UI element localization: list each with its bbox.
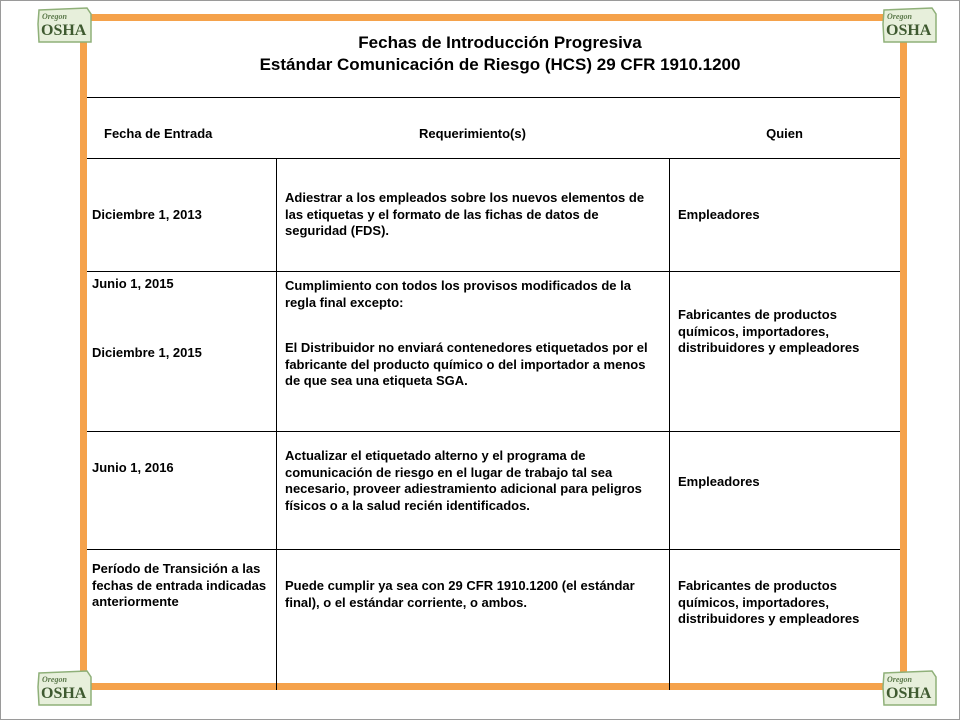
oregon-osha-logo [35, 667, 95, 709]
table-cell-who: Fabricantes de productos químicos, importadores, distribuidores y empleadores [678, 578, 860, 626]
table-top-border [87, 97, 900, 98]
row-divider [87, 431, 900, 432]
header-fecha: Fecha de Entrada [104, 126, 213, 141]
svg-text:OSHA: OSHA [41, 22, 87, 39]
title-line-2: Estándar Comunicación de Riesgo (HCS) 29 CFR 1910.1200 [259, 55, 741, 74]
table-cell-date: Junio 1, 2016 [92, 460, 174, 475]
table-cell-date: Diciembre 1, 2015 [92, 345, 202, 360]
who-text: Empleadores [678, 206, 760, 222]
svg-text:Oregon: Oregon [887, 12, 912, 21]
table-cell-who: Empleadores [678, 474, 760, 489]
table-cell-requirement [285, 159, 663, 271]
title-line-1: Fechas de Introducción Progresiva [358, 33, 642, 52]
requirement-text: Adiestrar a los empleados sobre los nuevos elementos de las etiquetas y el formato de las fichas de datos de seguridad (FDS). [285, 190, 645, 239]
row-divider [87, 549, 900, 550]
frame-top-bar [87, 14, 887, 21]
frame-left-bar [80, 14, 87, 690]
table-cell-requirement: Cumplimiento con todos los provisos modificados de la regla final excepto: [285, 278, 631, 310]
who-text: Fabricantes de productos químicos, importadores, distribuidores y empleadores [678, 307, 860, 356]
svg-text:Oregon: Oregon [42, 675, 67, 684]
table-cell-who [678, 159, 896, 271]
table-cell-requirement: Puede cumplir ya sea con 29 CFR 1910.1200 (el estándar final), o el estándar corriente, o ambos. [285, 578, 635, 610]
header-requerimientos: Requerimiento(s) [419, 126, 526, 141]
table-cell-requirement: Actualizar el etiquetado alterno y el programa de comunicación de riesgo en el lugar de trabajo tal sea necesario, proveer adiestramiento adicional para peligros físicos o a la salud recién identificados. [285, 448, 642, 513]
frame-bottom-bar [87, 683, 907, 690]
column-divider [276, 158, 277, 690]
table-cell-requirement: El Distribuidor no enviará contenedores etiquetados por el fabricante del producto químico o del importador a menos de que sea una etiqueta SGA. [285, 340, 648, 388]
oregon-osha-logo [880, 4, 940, 46]
column-divider [669, 158, 670, 690]
table-cell-date [92, 159, 272, 271]
svg-text:OSHA: OSHA [886, 22, 932, 39]
date-text: Diciembre 1, 2013 [92, 206, 202, 222]
table-cell-date: Junio 1, 2015 [92, 276, 174, 291]
oregon-osha-logo [35, 4, 95, 46]
svg-text:OSHA: OSHA [886, 685, 932, 702]
page-title [180, 32, 820, 76]
svg-text:Oregon: Oregon [887, 675, 912, 684]
table-cell-date: Período de Transición a las fechas de entrada indicadas anteriormente [92, 561, 267, 609]
frame-right-bar [900, 40, 907, 690]
header-quien: Quien [766, 126, 803, 141]
table-cell-who [678, 272, 888, 392]
oregon-osha-logo [880, 667, 940, 709]
svg-text:Oregon: Oregon [42, 12, 67, 21]
svg-text:OSHA: OSHA [41, 685, 87, 702]
